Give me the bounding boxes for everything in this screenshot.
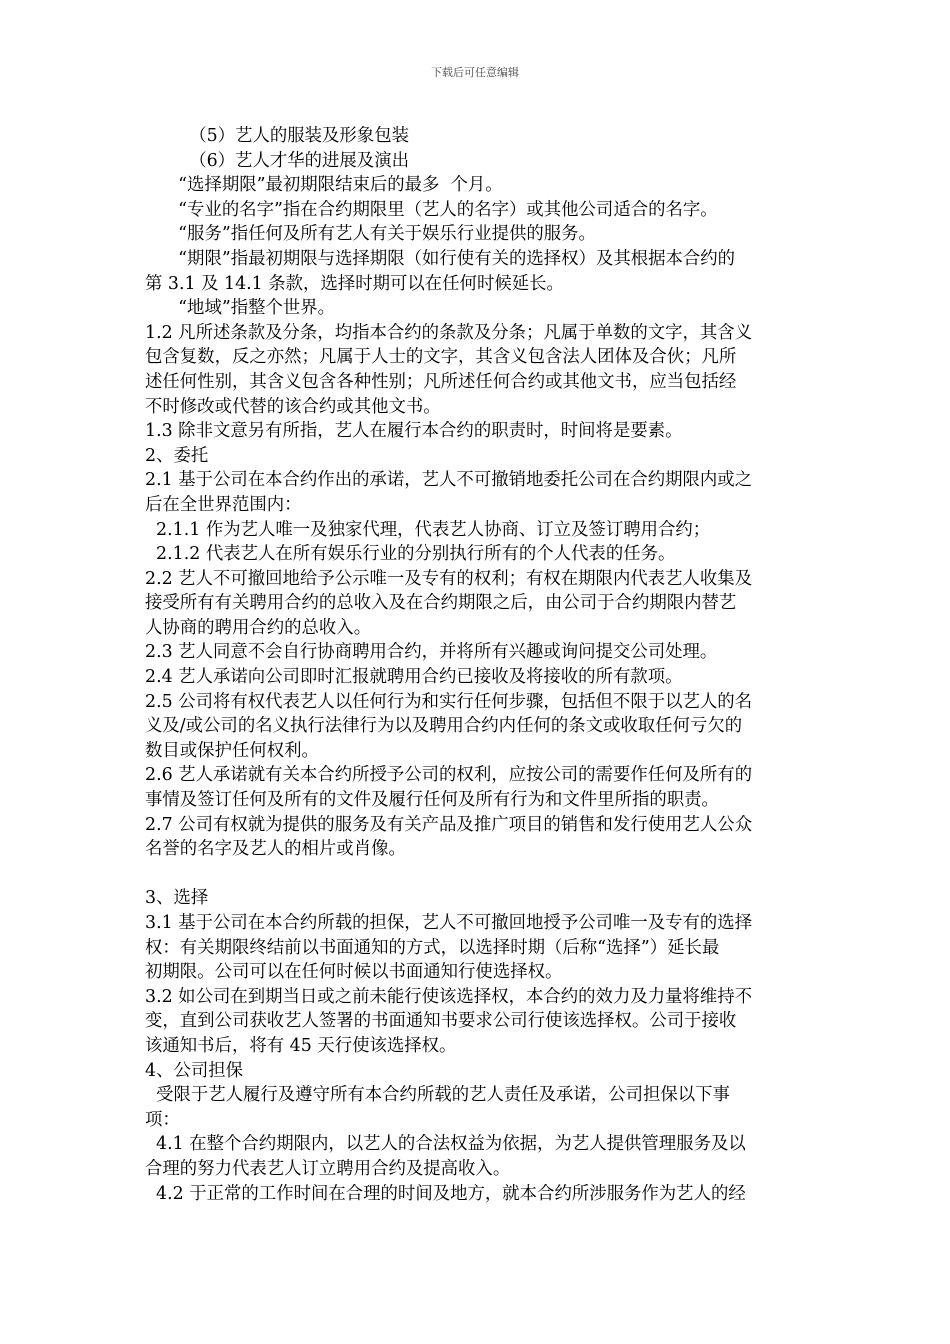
text-line: 3.1 基于公司在本合约所载的担保，艺人不可撤回地授予公司唯一及专有的选择 (145, 913, 753, 933)
text-line: 4、公司担保 (145, 1060, 244, 1081)
page-header: 下载后可任意编辑 (431, 66, 519, 79)
text-line: （6）艺人才华的进展及演出 (145, 150, 409, 171)
text-line: 权：有关期限终结前以书面通知的方式，以选择时期（后称“选择”）延长最 (145, 937, 720, 958)
text-line: 3.2 如公司在到期当日或之前未能行使该选择权，本合约的效力及力量将维持不 (145, 986, 753, 1007)
text-line: “选择期限”最初期限结束后的最多 个月。 (145, 175, 503, 196)
text-line: 2.4 艺人承诺向公司即时汇报就聘用合约已接收及将接收的所有款项。 (145, 667, 683, 688)
text-line: “地域”指整个世界。 (145, 298, 336, 319)
text-line: 3、选择 (145, 888, 209, 909)
text-line: 合理的努力代表艺人订立聘用合约及提高收入。 (145, 1158, 511, 1179)
text-line: （5）艺人的服装及形象包装 (145, 126, 409, 146)
text-line: 不时修改或代替的该合约或其他文书。 (145, 396, 441, 417)
document-body (145, 124, 811, 1206)
text-line: 该通知书后，将有 45 天行使该选择权。 (145, 1035, 457, 1056)
text-line: 2.1.2 代表艺人在所有娱乐行业的分别执行所有的个人代表的任务。 (145, 544, 676, 565)
blank-line (145, 862, 811, 887)
text-line: 义及/或公司的名义执行法律行为以及聘用合约内任何的条文或收取任何亏欠的 (145, 716, 743, 737)
text-line: 述任何性别，其含义包含各种性别；凡所述任何合约或其他文书，应当包括经 (145, 371, 737, 392)
text-line: 名誉的名字及艺人的相片或肖像。 (145, 839, 406, 860)
text-line: “专业的名字”指在合约期限里（艺人的名字）或其他公司适合的名字。 (145, 199, 718, 220)
text-line: 1.2 凡所述条款及分条，均指本合约的条款及分条；凡属于单数的文字，其含义 (145, 322, 753, 343)
text-line: 后在全世界范围内： (145, 494, 302, 515)
text-line: 2.2 艺人不可撤回地给予公示唯一及专有的权利；有权在期限内代表艺人收集及 (145, 568, 753, 589)
text-line: 2.1 基于公司在本合约作出的承诺，艺人不可撤销地委托公司在合约期限内或之 (145, 470, 753, 491)
text-line: 2、委托 (145, 445, 209, 466)
text-line: 第 3.1 及 14.1 条款，选择时期可以在任何时候延长。 (145, 273, 564, 294)
text-line: 受限于艺人履行及遵守所有本合约所载的艺人责任及承诺，公司担保以下事 (145, 1085, 730, 1106)
text-line: 事情及签订任何及所有的文件及履行任何及所有行为和文件里所指的职责。 (145, 790, 719, 811)
text-line: 4.1 在整个合约期限内，以艺人的合法权益为依据，为艺人提供管理服务及以 (145, 1134, 746, 1155)
text-line: 数目或保护任何权利。 (145, 740, 319, 761)
text-line: “期限”指最初期限与选择期限（如行使有关的选择权）及其根据本合约的 (145, 248, 736, 269)
text-line: 2.7 公司有权就为提供的服务及有关产品及推广项目的销售和发行使用艺人公众 (145, 814, 753, 835)
text-line: 2.5 公司将有权代表艺人以任何行为和实行任何步骤，包括但不限于以艺人的名 (145, 691, 753, 712)
text-line: 人协商的聘用合约的总收入。 (145, 617, 372, 638)
text-line: 接受所有有关聘用合约的总收入及在合约期限之后，由公司于合约期限内替艺 (145, 593, 737, 614)
text-line: 2.6 艺人承诺就有关本合约所授予公司的权利，应按公司的需要作任何及所有的 (145, 765, 753, 786)
text-line: 包含复数，反之亦然；凡属于人士的文字，其含义包含法人团体及合伙；凡所 (145, 347, 737, 368)
text-line: 变，直到公司获收艺人签署的书面通知书要求公司行使该选择权。公司于接收 (145, 1011, 737, 1032)
text-line: “服务”指任何及所有艺人有关于娱乐行业提供的服务。 (145, 224, 596, 245)
text-line: 项： (145, 1109, 180, 1130)
text-line: 1.3 除非文意另有所指，艺人在履行本合约的职责时，时间将是要素。 (145, 421, 683, 442)
text-line: 2.1.1 作为艺人唯一及独家代理，代表艺人协商、订立及签订聘用合约； (145, 519, 711, 540)
text-line: 2.3 艺人同意不会自行协商聘用合约，并将所有兴趣或询问提交公司处理。 (145, 642, 718, 663)
text-line: 初期限。公司可以在任何时候以书面通知行使选择权。 (145, 962, 563, 983)
text-line: 4.2 于正常的工作时间在合理的时间及地方，就本合约所涉服务作为艺人的经 (145, 1183, 746, 1204)
